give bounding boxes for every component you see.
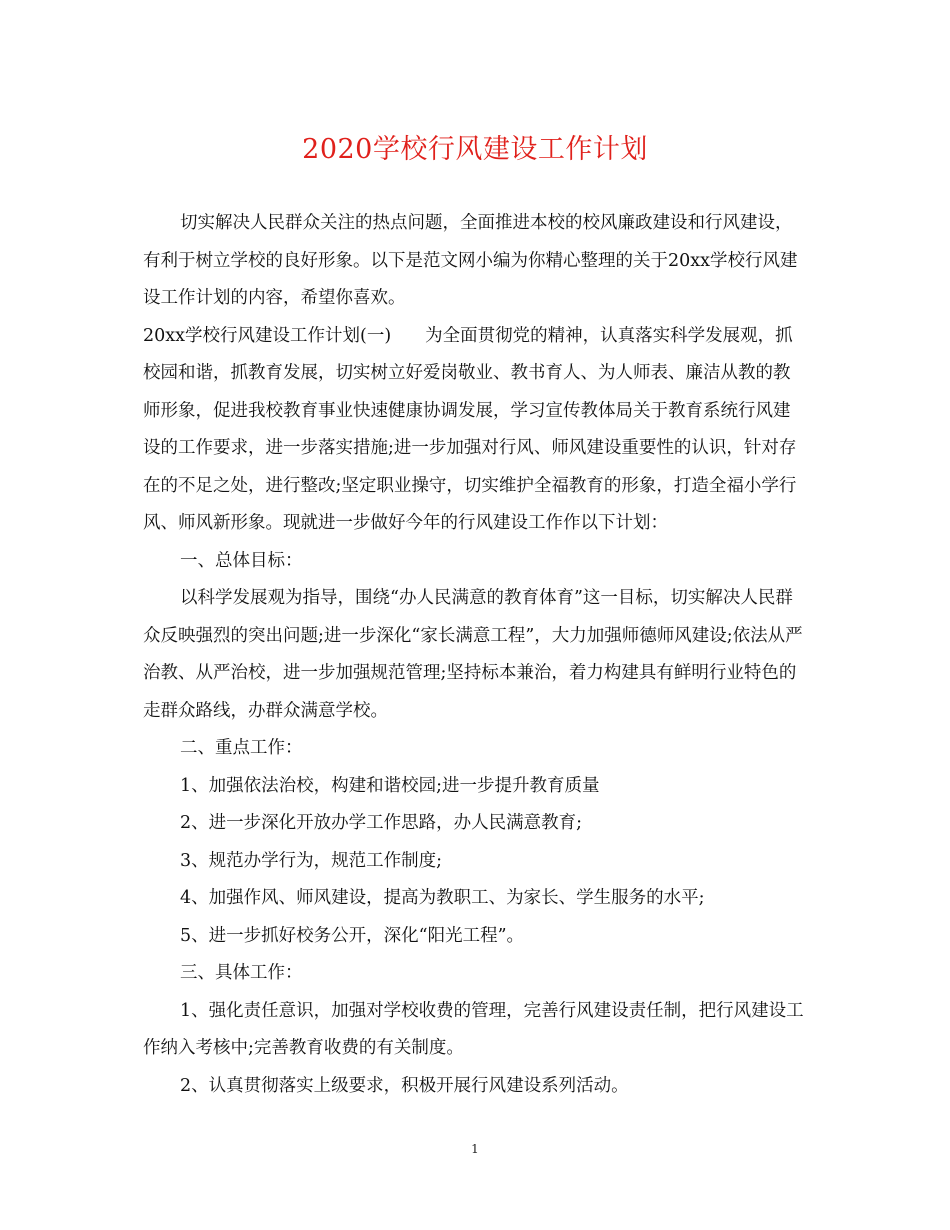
document-body xyxy=(143,205,807,1105)
key-work-item: 1、加强依法治校，构建和谐校园;进一步提升教育质量 xyxy=(180,775,600,796)
key-work-item: 3、规范办学行为，规范工作制度; xyxy=(180,850,443,871)
plan-intro-text: 为全面贯彻党的精神，认真落实科学发展观，抓校园和谐，抓教育发展，切实树立好爱岗敬业、教书育人、为人师表、廉洁从教的教师形象，促进我校教育事业快速健康协调发展，学习宣传教体局关于教育系统行风建设的工作要求，进一步落实措施;进一步加强对行风、师风建设重要性的认识，针对存在的不足之处，进行整改;坚定职业操守，切实维护全福教育的形象，打造全福小学行风、师风新形象。现就进一步做好今年的行风建设工作作以下计划： xyxy=(143,325,797,533)
specific-work-item: 1、强化责任意识，加强对学校收费的管理，完善行风建设责任制，把行风建设工作纳入考核中;完善教育收费的有关制度。 xyxy=(143,1000,804,1058)
key-work-item: 5、进一步抓好校务公开，深化“阳光工程”。 xyxy=(180,925,525,946)
section-heading-key-work: 二、重点工作： xyxy=(180,738,303,758)
page-number: 1 xyxy=(471,1142,479,1156)
key-work-item: 4、加强作风、师风建设，提高为教职工、为家长、学生服务的水平; xyxy=(180,888,705,908)
section-heading-goals: 一、总体目标： xyxy=(180,550,303,571)
goals-paragraph: 以科学发展观为指导，围绕“办人民满意的教育体育”这一目标，切实解决人民群众反映强烈的突出问题;进一步深化“家长满意工程”，大力加强师德师风建设;依法从严治教、从严治校，进一步加强规范管理;坚持标本兼治，着力构建具有鲜明行业特色的走群众路线，办群众满意学校。 xyxy=(143,588,803,721)
section-heading-specific-work: 三、具体工作： xyxy=(180,963,303,983)
plan-section-paragraph xyxy=(143,318,807,543)
plan-heading: 20xx学校行风建设工作计划(一) xyxy=(143,325,392,346)
document-title: 2020学校行风建设工作计划 xyxy=(302,134,648,165)
intro-paragraph: 切实解决人民群众关注的热点问题，全面推进本校的校风廉政建设和行风建设，有利于树立学校的良好形象。以下是范文网小编为你精心整理的关于20xx学校行风建设工作计划的内容，希望你喜欢。 xyxy=(143,213,798,308)
key-work-item: 2、进一步深化开放办学工作思路，办人民满意教育; xyxy=(180,813,583,833)
specific-work-item: 2、认真贯彻落实上级要求，积极开展行风建设系列活动。 xyxy=(180,1075,629,1096)
